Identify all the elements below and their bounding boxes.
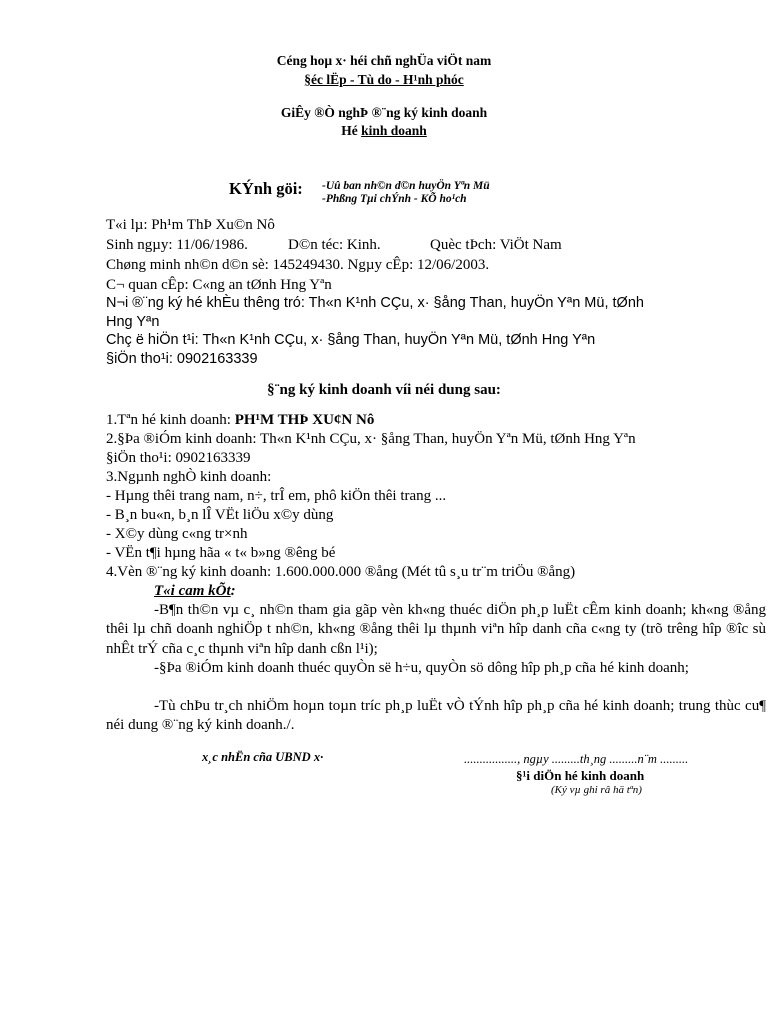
applicant-ethnicity: D©n téc: Kinh. bbox=[288, 237, 381, 253]
section-title: §¨ng ký kinh doanh víi néi dung sau: bbox=[267, 382, 501, 398]
applicant-residence: N¬i ®¨ng ký hé khÈu thêng tró: Th«n K¹nh CÇu, x· §ång Than, huyÖn Yªn Mü, tØnh bbox=[106, 295, 644, 311]
recipient-2: -Phßng Tµi chÝnh - KÕ ho¹ch bbox=[322, 193, 467, 205]
motto-text: §éc lËp - Tù do - H¹nh phóc bbox=[304, 72, 464, 87]
commitment-colon: : bbox=[230, 583, 236, 599]
business-line-item: - Hµng thêi trang nam, n÷, trÎ em, phô kiÖn thêi trang ... bbox=[106, 488, 447, 504]
applicant-current-address: Chç ë hiÖn t¹i: Th«n K¹nh CÇu, x· §ång Than, huyÖn Yªn Mü, tØnh Hng Yªn bbox=[106, 332, 596, 348]
applicant-nationality: Quèc tÞch: ViÖt Nam bbox=[430, 237, 562, 253]
commitment-paragraph-2: -§Þa ®iÓm kinh doanh thuéc quyÒn së h÷u, quyÒn sö dông hîp ph¸p cña hé kinh doanh; bbox=[154, 660, 689, 676]
business-name-line bbox=[106, 411, 374, 430]
date-line: ................., ngµy .........th¸ng .........n¨m ......... bbox=[464, 752, 689, 766]
subtitle-prefix: Hé bbox=[341, 123, 362, 138]
commitment-title bbox=[154, 582, 236, 601]
business-line-item: - B¸n bu«n, b¸n lÎ VËt liÖu x©y dùng bbox=[106, 507, 334, 523]
commitment-title-text: T«i cam kÕt bbox=[154, 583, 231, 599]
applicant-phone: §iÖn tho¹i: 0902163339 bbox=[106, 351, 258, 367]
commitment-paragraph-3: -Tù chÞu tr¸ch nhiÖm hoµn toµn tríc ph¸p luËt vÒ tÝnh hîp ph¸p cña hé kinh doanh; trung thùc cu¶ néi dung ®¨ng ký kinh doanh./. bbox=[106, 698, 766, 734]
national-title: Céng hoµ x· héi chñ nghÜa viÖt nam bbox=[276, 53, 492, 68]
business-line-item: - VËn t¶i hµng hãa « t« b»ng ®êng bé bbox=[106, 545, 336, 561]
applicant-name: T«i lµ: Ph¹m ThÞ Xu©n Nô bbox=[106, 217, 275, 233]
representative-title: §¹i diÖn hé kinh doanh bbox=[516, 768, 645, 783]
business-location: 2.§Þa ®iÓm kinh doanh: Th«n K¹nh CÇu, x· §ång Than, huyÖn Yªn Mü, tØnh Hng Yªn bbox=[106, 431, 636, 447]
business-phone: §iÖn tho¹i: 0902163339 bbox=[106, 450, 251, 466]
business-name-label: 1.Tªn hé kinh doanh: bbox=[106, 412, 235, 428]
business-name-value: PH¹M THÞ XU¢N Nô bbox=[234, 412, 375, 428]
commune-confirmation-label: x¸c nhËn cña UBND x· bbox=[202, 750, 324, 764]
recipient-1: -Uû ban nh©n d©n huyÖn Yªn Mü bbox=[322, 180, 490, 192]
applicant-issuer: C¬ quan cÊp: C«ng an tØnh Hng Yªn bbox=[106, 277, 332, 293]
applicant-id: Chøng minh nh©n d©n sè: 145249430. Ngµy cÊp: 12/06/2003. bbox=[106, 257, 490, 273]
commitment-paragraph-1: -B¶n th©n vµ c¸ nh©n tham gia gãp vèn kh«ng thuéc diÖn ph¸p luËt cÊm kinh doanh; kh«ng ®ång thêi lµ chñ doanh nghiÖp t nh©n, kh«ng ®ång thêi lµ thµnh viªn hîp danh cña c«ng ty (trõ trêng hîp ®îc sù nhÊt trÝ cña c¸c thµnh viªn hîp danh cßn l¹i); bbox=[106, 602, 766, 657]
registered-capital: 4.Vèn ®¨ng ký kinh doanh: 1.600.000.000 ®ång (Mét tû s¸u tr¨m triÖu ®ång) bbox=[106, 564, 576, 580]
business-lines-heading: 3.Ngµnh nghÒ kinh doanh: bbox=[106, 469, 272, 485]
recipients-label: KÝnh göi: bbox=[229, 179, 303, 198]
applicant-residence-cont: Hng Yªn bbox=[106, 314, 160, 330]
applicant-birth: Sinh ngµy: 11/06/1986. bbox=[106, 237, 248, 253]
document-title: GiÊy ®Ò nghÞ ®¨ng ký kinh doanh bbox=[280, 105, 488, 120]
business-line-item: - X©y dùng c«ng tr×nh bbox=[106, 526, 248, 542]
document-subtitle bbox=[0, 122, 768, 140]
subtitle-underlined: kinh doanh bbox=[361, 123, 427, 138]
motto bbox=[0, 71, 768, 89]
representative-note: (Ký vµ ghi râ hä tªn) bbox=[551, 784, 642, 796]
